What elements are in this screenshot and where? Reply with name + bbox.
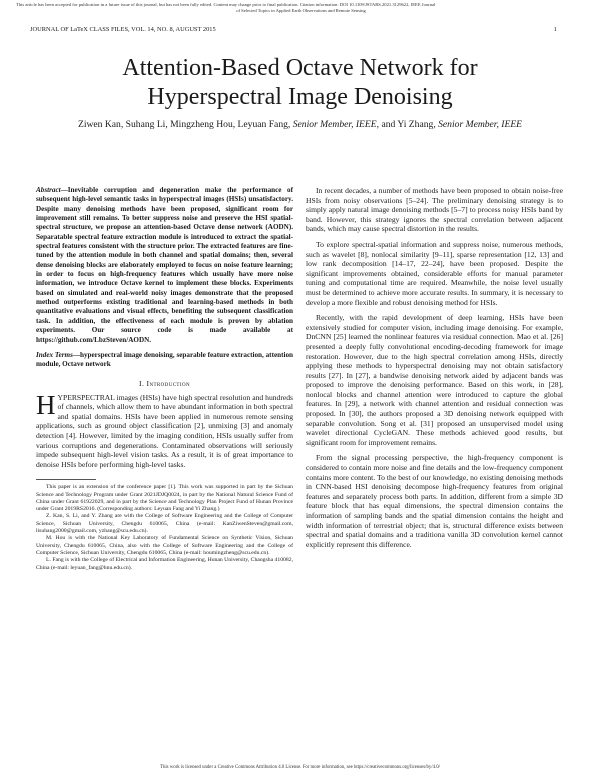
body-paragraph: Recently, with the rapid development of deep learning, HSIs have been extensively studied for computer vision, including image denoising. For example, DnCNN [25] learned the nonlinear features via residual connection. Mao et al. [26] presented a deeply fully convolutional encoding-decoding framework for image restoration. However, due to the high spectral correlation among HSIs, directly applying these methods to hyperspectral denoising may not obtain satisfactory results [27]. In [27], a bandwise denoising network aided by adjacent bands was proposed to improve the denoising performance. Based on this work, in [28], nonlocal blocks and channel attention were introduced to capture the global features. In [29], a network with channel attention and residual connection was proposed. In [30], the authors proposed a 3D denoising network equipped with separable convolution. Song et al. [31] proposed an unsupervised model using wavelet directional CycleGAN. These methods achieved good results, but significant room for improvement remains. [306, 313, 563, 447]
abstract-text: —Inevitable corruption and degeneration make the performance of subsequent high-level semantic tasks in hyperspectral images (HSIs) unsatisfactory. Despite many denoising methods have been proposed, significant room for improvement still remains. To better suppress noise and preserve the HSI spatial-spectral structure, we propose an attention-based Octave dense network (AODN). Separatable spectral feature extraction module is introduced to extract the spatial-spectral features consistent with the structure prior. The extracted features are fine-tuned by the attention module in both channel and spatial domains; then, several dense denoising blocks are elaborately employed to focus on noise feature learning; in order to focus on high-frequency features which usually have more noise information, we introduce Octave kernel to implement these blocks. Experiments based on simulated and real-world noisy images demonstrate that the proposed method outperforms existing traditional and learning-based methods in both quantitative evaluations and visual effects, benefiting the subsequent classification task. In addition, the effectiveness of each module is proven by ablation experiments. Our source code is made available at https://github.com/LbzSteven/AODN. [36, 186, 293, 344]
abstract-label: Abstract [36, 186, 61, 194]
index-terms-label: Index Terms [36, 350, 73, 359]
drop-cap: H [36, 389, 56, 420]
footnote-affiliation-1: Z. Kan, S. Li, and Y. Zhang are with the College of Software Engineering and the College of Computer Science, Sichuan University, Chengdu 610065, China (e-mail: KanZiwenSteven@gmail.com, lisuhang2000@gmail.com, yzhang@scu.edu.cn). [36, 513, 293, 535]
author-role-1: Senior Member, IEEE, [292, 119, 380, 130]
left-column [36, 186, 293, 572]
intro-paragraph-1 [36, 389, 293, 470]
intro-text: YPERSPECTRAL images (HSIs) have high spectral resolution and hundreds of channels, which allow them to have abundant information in both spectral and spatial domains. HSIs have been applied in numerous remote sensing applications, such as ground object classification [2], unmixing [3] and anomaly detection [4]. However, limited by the imaging condition, HSIs usually suffer from various corruptions and degenerations. Contaminated observations will seriously impede subsequent high-level vision tasks. As a result, it is of great importance to denoise HSIs before performing high-level tasks. [36, 392, 293, 469]
body-paragraph: In recent decades, a number of methods have been proposed to obtain noise-free HSIs from noisy observations [5–24]. The preliminary denoising strategy is to simply apply natural image denoising methods [5–7] to process noisy HSIs band by band. However, this strategy ignores the spectral correlation between adjacent bands, which may cause spectral distortion in the results. [306, 186, 563, 234]
footnote-affiliation-3: L. Fang is with the College of Electrical and Information Engineering, Hunan University, Changsha 410082, China (e-mail: leyuan_fang@hnu.edu.cn). [36, 557, 293, 571]
running-head [30, 26, 557, 33]
author-role-2: Senior Member, IEEE [438, 119, 523, 130]
authors-and: and Yi Zhang, [381, 119, 436, 130]
footnote-divider [36, 479, 96, 480]
footnote-funding: This paper is an extension of the conference paper [1]. This work was supported in part by the Sichuan Science and Technology Program under Grant 2021JDJQ0024, in part by the National Natural Science Fund of China under Grant 61922029, and in part by the Science and Technology Plan Project Fund of Hunan Province under Grant 2019RS2016. (Corresponding authors: Leyuan Fang and Yi Zhang.) [36, 484, 293, 513]
body-paragraph: From the signal processing perspective, the high-frequency component is considered to contain more noise and fine details and the low-frequency component contains more content. To the best of our knowledge, no existing denoising methods in CNN-based HSI denoising decompose high-frequency features from original features and separately process both parts. In addition, different from a simple 3D feature block that has equal dimensions, the spectral dimension contains the information of sampling bands and the spatial dimension contains the height and width information of terrestrial object; that is, structural difference exists between spectral and spatial domains and a traditiona vanilla 3D convolution kernel cannot explicitly represent this difference. [306, 453, 563, 549]
footnote-affiliation-2: M. Hou is with the National Key Laboratory of Fundamental Science on Synthetic Vision, Sichuan University, Chengdu 610065, China, also with the College of Software Engineering and the College of Computer Science, Sichuan University, Chengdu 610065, China (e-mail: houmingzheng@scu.edu.cn). [36, 535, 293, 556]
section-heading-introduction: I. Introduction [139, 378, 190, 388]
title-line-1: Attention-Based Octave Network for [122, 55, 478, 81]
index-terms [36, 351, 293, 370]
author-list [60, 118, 540, 131]
notice-line-1: This article has been accepted for publication in a future issue of this journal, but has not been fully edited. Content may change prior to final publication. Citation information: DOI 10.1109/JSTARS.2021.3129622, IEEE Journal [16, 2, 436, 7]
body-paragraph: To explore spectral-spatial information and suppress noise, numerous methods, such as wavelet [8], nonlocal similarity [9–11], sparse representation [12, 13] and low rank decomposition [14–17, 22–24], have been proposed. Despite the significant improvements obtained, considerable efforts for manual parameter tuning and computational time are required. Meanwhile, the noise level usually must be determined to achieve more accurate results. In summary, it is necessary to develop a more flexible and robust denoising method for HSIs. [306, 239, 563, 307]
publication-notice [16, 2, 586, 14]
journal-line: JOURNAL OF LaTeX CLASS FILES, VOL. 14, NO. 8, AUGUST 2015 [30, 26, 216, 33]
page-number: 1 [553, 26, 557, 33]
right-column [306, 186, 563, 555]
notice-line-2: of Selected Topics in Applied Earth Observations and Remote Sensing [236, 7, 366, 13]
title-line-2: Hyperspectral Image Denoising [147, 84, 453, 110]
paper-title [0, 54, 600, 112]
license-notice: This work is licensed under a Creative Commons Attribution 4.0 License. For more information, see https://creativecommons.org/licenses/by/4.0/ [160, 765, 440, 770]
index-terms-text: —hyperspectral image denoising, separable feature extraction, attention module, Octave network [36, 350, 293, 369]
abstract [36, 186, 293, 345]
authors-main: Ziwen Kan, Suhang Li, Mingzheng Hou, Leyuan Fang, [77, 119, 291, 130]
